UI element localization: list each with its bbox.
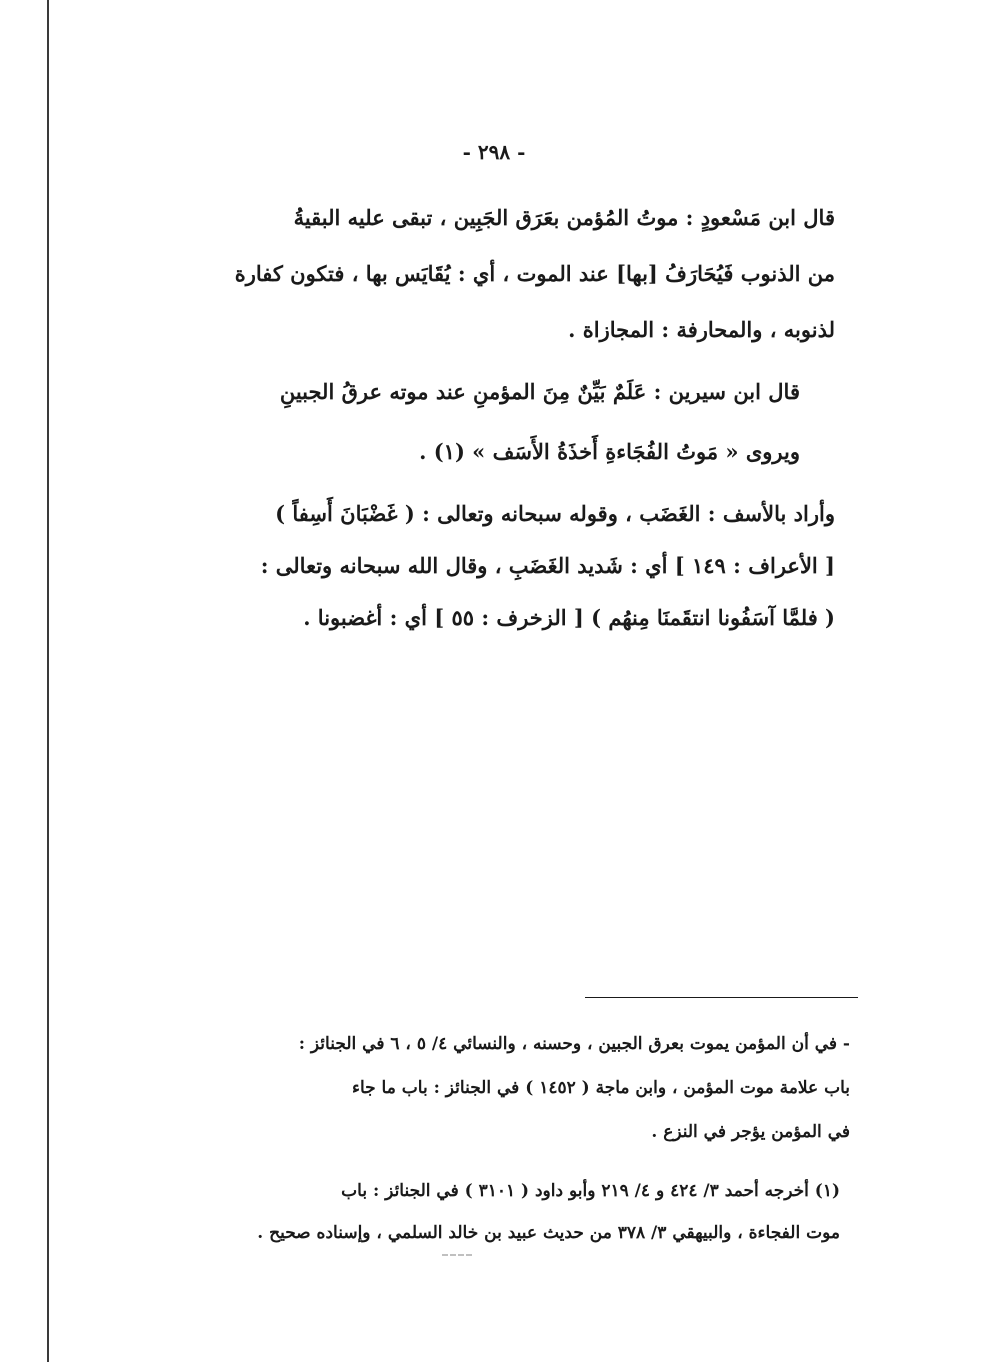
paragraph-asaf-meaning [180,488,835,644]
text-line: ويروى « مَوتُ الفُجَاءةِ أَخذَةُ الأَسَف » (١) . [419,439,800,464]
text-line: وأراد بالأسف : الغَضَب ، وقوله سبحانه وتعالى : ( غَضْبَانَ أَسِفاً ) [275,501,835,526]
scan-edge-line [47,0,49,1362]
paragraph-ibn-masud [185,190,835,358]
text-line: ( فلمَّا آسَفُونا انتقَمنَا مِنهُم ) [ الزخرف : ٥٥ ] أي : أغضبونا . [303,605,835,630]
footnote-line: (١) أخرجه أحمد ٣/ ٤٢٤ و ٤/ ٢١٩ وأبو داود ( ٣١٠١ ) في الجنائز : باب [341,1181,840,1201]
paragraph-ibn-sirin [210,362,800,482]
text-line: [ الأعراف : ١٤٩ ] أي : شَديد الغَضَبِ ، وقال الله سبحانه وتعالى : [260,553,835,578]
footnote-line: في المؤمن يؤجر في النزع . [651,1122,850,1142]
text-line: قال ابن سيرين : عَلَمٌ بَيِّنٌ مِنَ المؤمنِ عند موته عرقُ الجبينِ [279,379,800,404]
footnote-separator [585,997,858,998]
footnote-line: موت الفجاءة ، والبيهقي ٣/ ٣٧٨ من حديث عبيد بن خالد السلمي ، وإسناده صحيح . [257,1223,840,1243]
text-line: قال ابن مَسْعودٍ : موتُ المُؤمن بعَرَق الجَبِين ، تبقى عليه البقيةُ [293,205,835,230]
footnote-line: - في أن المؤمن يموت بعرق الجبين ، وحسنه ، والنسائي ٤/ ٥ ، ٦ في الجنائز : [298,1034,850,1054]
footnote-1 [195,1170,840,1254]
text-line: لذنوبه ، والمحارفة : المجازاة . [568,317,835,342]
footnote-line: باب علامة موت المؤمن ، وابن ماجة ( ١٤٥٢ ) في الجنائز : باب ما جاء [351,1078,850,1098]
page-number: - ٢٩٨ - [462,140,526,164]
end-mark [442,1254,472,1258]
footnote-continued [190,1022,850,1154]
text-line: من الذنوب فَيُحَارَفُ [بها] عند الموت ، أي : يُقَايَس بها ، فتكون كفارة [234,261,835,286]
